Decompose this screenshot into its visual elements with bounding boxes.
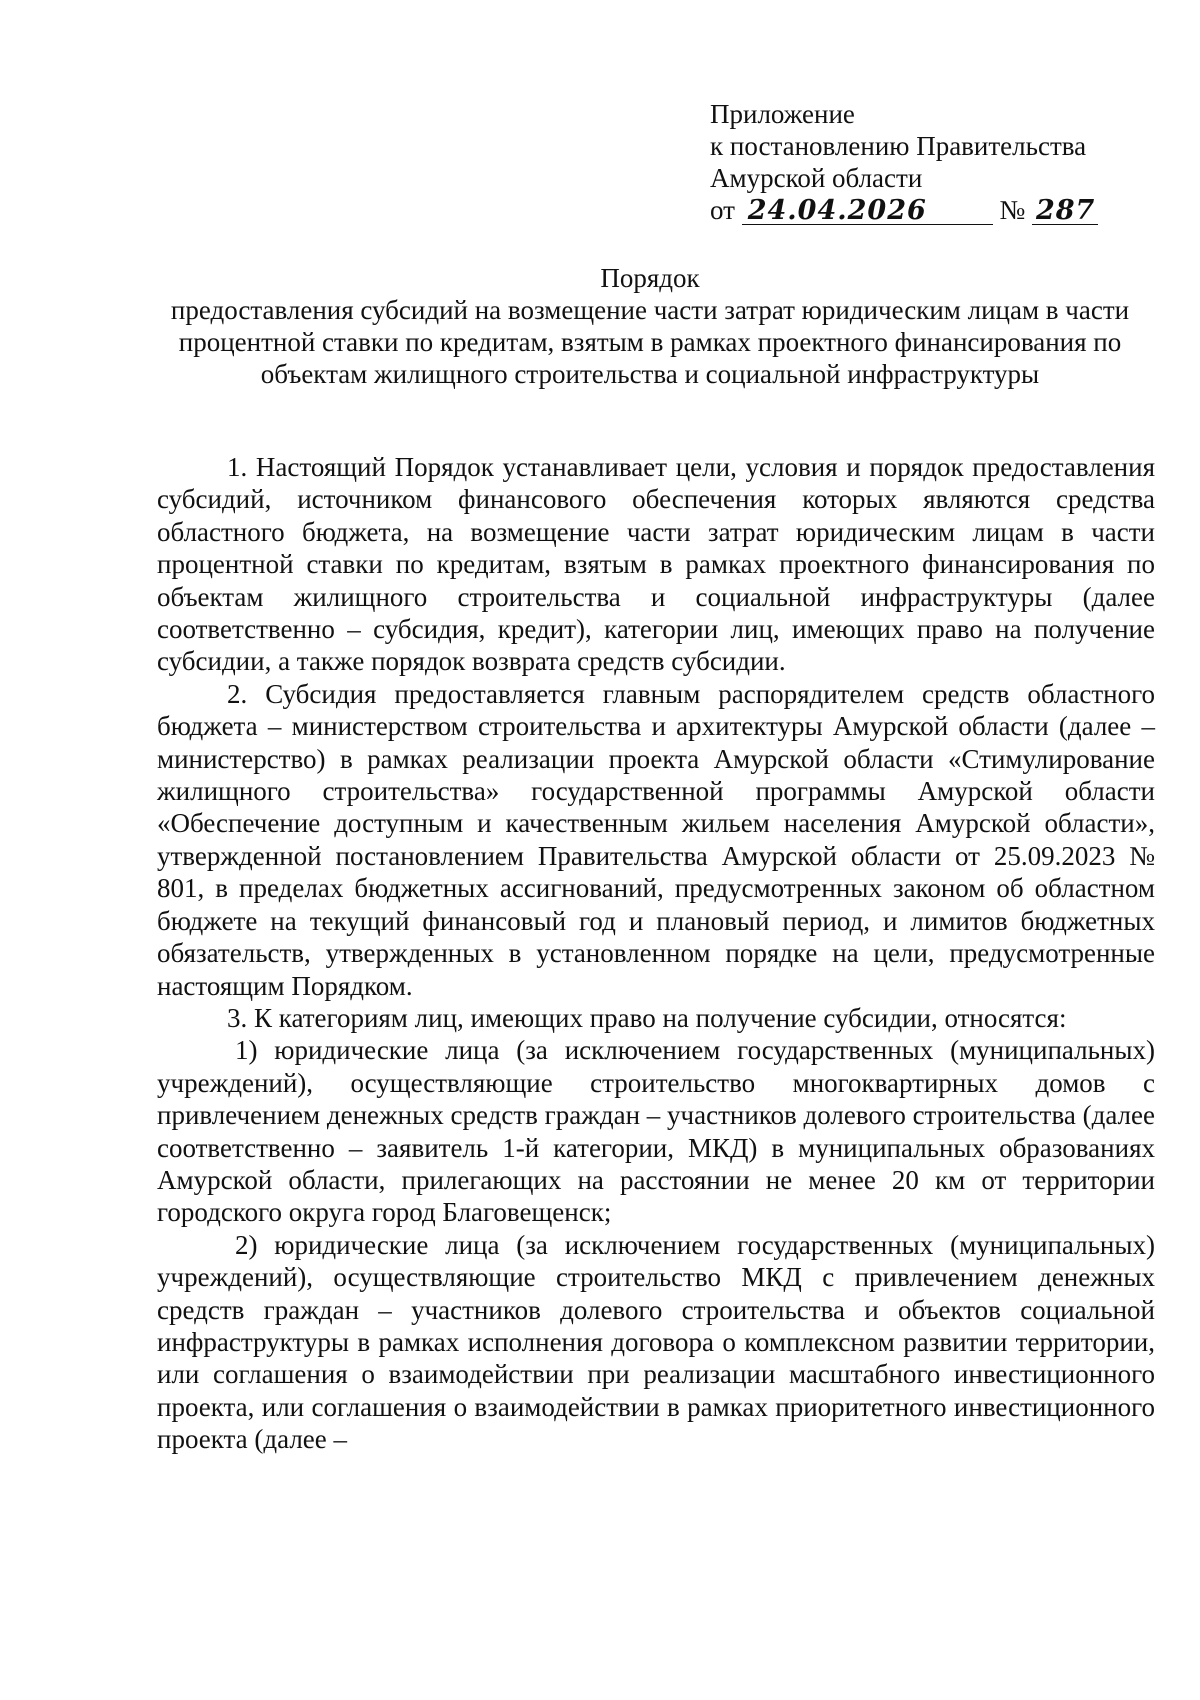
handwritten-number: 287: [1032, 198, 1098, 225]
title-subtitle: предоставления субсидий на возмещение части затрат юридическим лицам в части процентной ставки по кредитам, взятым в рамках проектного финансирования по объектам жилищного строительства и социальной инфраструктуры: [170, 295, 1130, 389]
date-prefix: от: [710, 195, 735, 225]
paragraph-3: 3. К категориям лиц, имеющих право на получение субсидии, относятся:: [227, 1002, 1067, 1033]
annex-block: [710, 98, 1150, 226]
handwritten-date: 24.04.2026: [742, 198, 993, 225]
annex-date-number: [710, 194, 1150, 226]
title-heading: Порядок: [600, 263, 700, 293]
paragraph-2: 2. Субсидия предоставляется главным распорядителем средств областного бюджета – министерством строительства и архитектуры Амурской области (далее – министерство) в рамках реализации проекта Амурской области «Стимулирование жилищного строительства» государственной программы Амурской области «Обеспечение доступным и качественным жильем населения Амурской области», утвержденной постановлением Правительства Амурской области от 25.09.2023 № 801, в пределах бюджетных ассигнований, предусмотренных законом об областном бюджете на текущий финансовый год и плановый период, и лимитов бюджетных обязательств, утвержденных в установленном порядке на цели, предусмотренные настоящим Порядком.: [157, 678, 1155, 1001]
list-item-2: 2) юридические лица (за исключением государственных (муниципальных) учреждений), осуществляющие строительство МКД с привлечением денежных средств граждан – участников долевого строительства и объектов социальной инфраструктуры в рамках исполнения договора о комплексном развитии территории, или соглашения о взаимодействии при реализации масштабного инвестиционного проекта, или соглашения о взаимодействии в рамках приоритетного инвестиционного проекта (далее –: [157, 1229, 1155, 1455]
document-body: [157, 451, 1155, 1456]
annex-title: Приложение: [710, 99, 855, 129]
paragraph-1: 1. Настоящий Порядок устанавливает цели, условия и порядок предоставления субсидий, источником финансового обеспечения которых являются средства областного бюджета, на возмещение части затрат юридическим лицам в части процентной ставки по кредитам, взятым в рамках проектного финансирования по объектам жилищного строительства и социальной инфраструктуры (далее соответственно – субсидия, кредит), категории лиц, имеющих право на получение субсидии, а также порядок возврата средств субсидии.: [157, 452, 1155, 677]
number-prefix: №: [999, 195, 1026, 225]
document-title: [150, 262, 1150, 390]
annex-region: Амурской области: [710, 163, 923, 193]
annex-resolution-ref: к постановлению Правительства: [710, 131, 1087, 161]
list-item-1: 1) юридические лица (за исключением государственных (муниципальных) учреждений), осуществляющие строительство многоквартирных домов с привлечением денежных средств граждан – участников долевого строительства (далее соответственно – заявитель 1-й категории, МКД) в муниципальных образованиях Амурской области, прилегающих на расстоянии не менее 20 км от территории городского округа город Благовещенск;: [157, 1035, 1155, 1228]
